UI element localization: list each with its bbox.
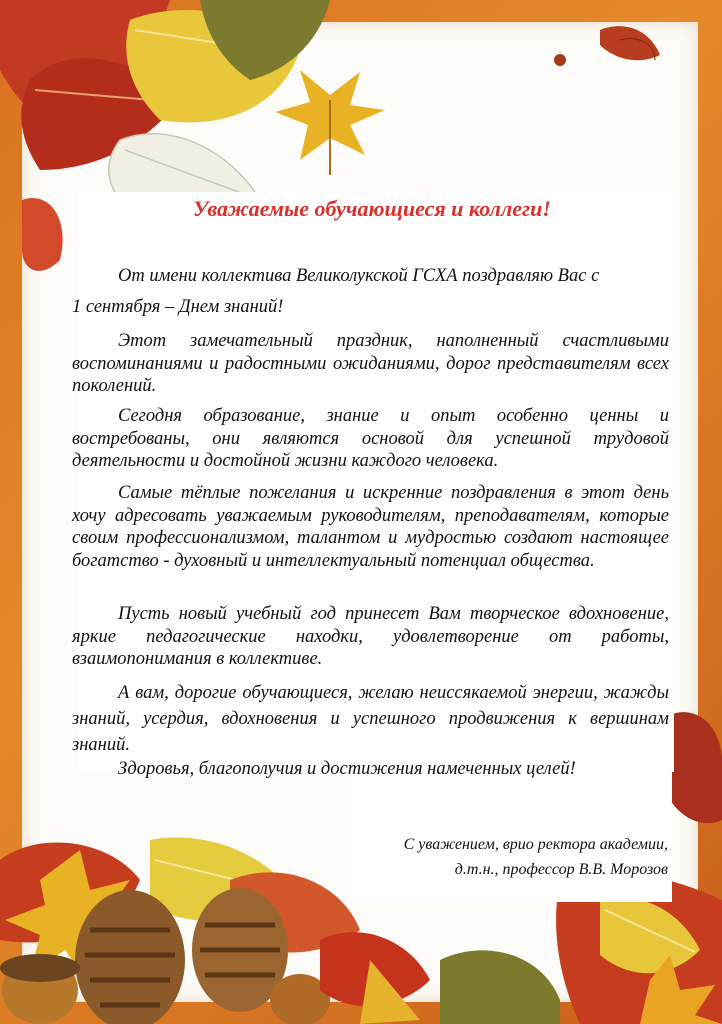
paragraph-students: А вам, дорогие обучающиеся, желаю неиссякаемой энергии, жажды знаний, усердия, вдохновения и успешного продвижения к вершинам знаний. xyxy=(72,683,669,755)
signature-block xyxy=(348,832,668,882)
letter-heading: Уважаемые обучающиеся и коллеги! xyxy=(193,196,551,221)
greeting-line: От имени коллектива Великолукской ГСХА поздравляю Вас с xyxy=(118,266,600,286)
paragraph-education: Сегодня образование, знание и опыт особенно ценны и востребованы, они являются основой для успешной трудовой деятельности и достойной жизни каждого человека. xyxy=(72,406,669,471)
signature-title: С уважением, врио ректора академии, xyxy=(403,836,668,853)
greeting-date-line: 1 сентября – Днем знаний! xyxy=(72,297,284,317)
paragraph-holiday: Этот замечательный праздник, наполненный счастливыми воспоминаниями и радостными ожиданиями, дорог представителям всех поколений. xyxy=(72,331,669,396)
signature-name: д.т.н., профессор В.В. Морозов xyxy=(454,861,668,878)
paragraph-health: Здоровья, благополучия и достижения намеченных целей! xyxy=(118,759,576,779)
paragraph-new-year: Пусть новый учебный год принесет Вам творческое вдохновение, яркие педагогические находки, удовлетворение от работы, взаимопонимания в коллективе. xyxy=(72,604,669,669)
paragraph-wishes-teachers: Самые тёплые пожелания и искренние поздравления в этот день хочу адресовать уважаемым руководителям, преподавателям, которые своим профессионализмом, талантом и мудростью создают настоящее богатство - духовный и интеллектуальный потенциал общества. xyxy=(72,483,669,571)
